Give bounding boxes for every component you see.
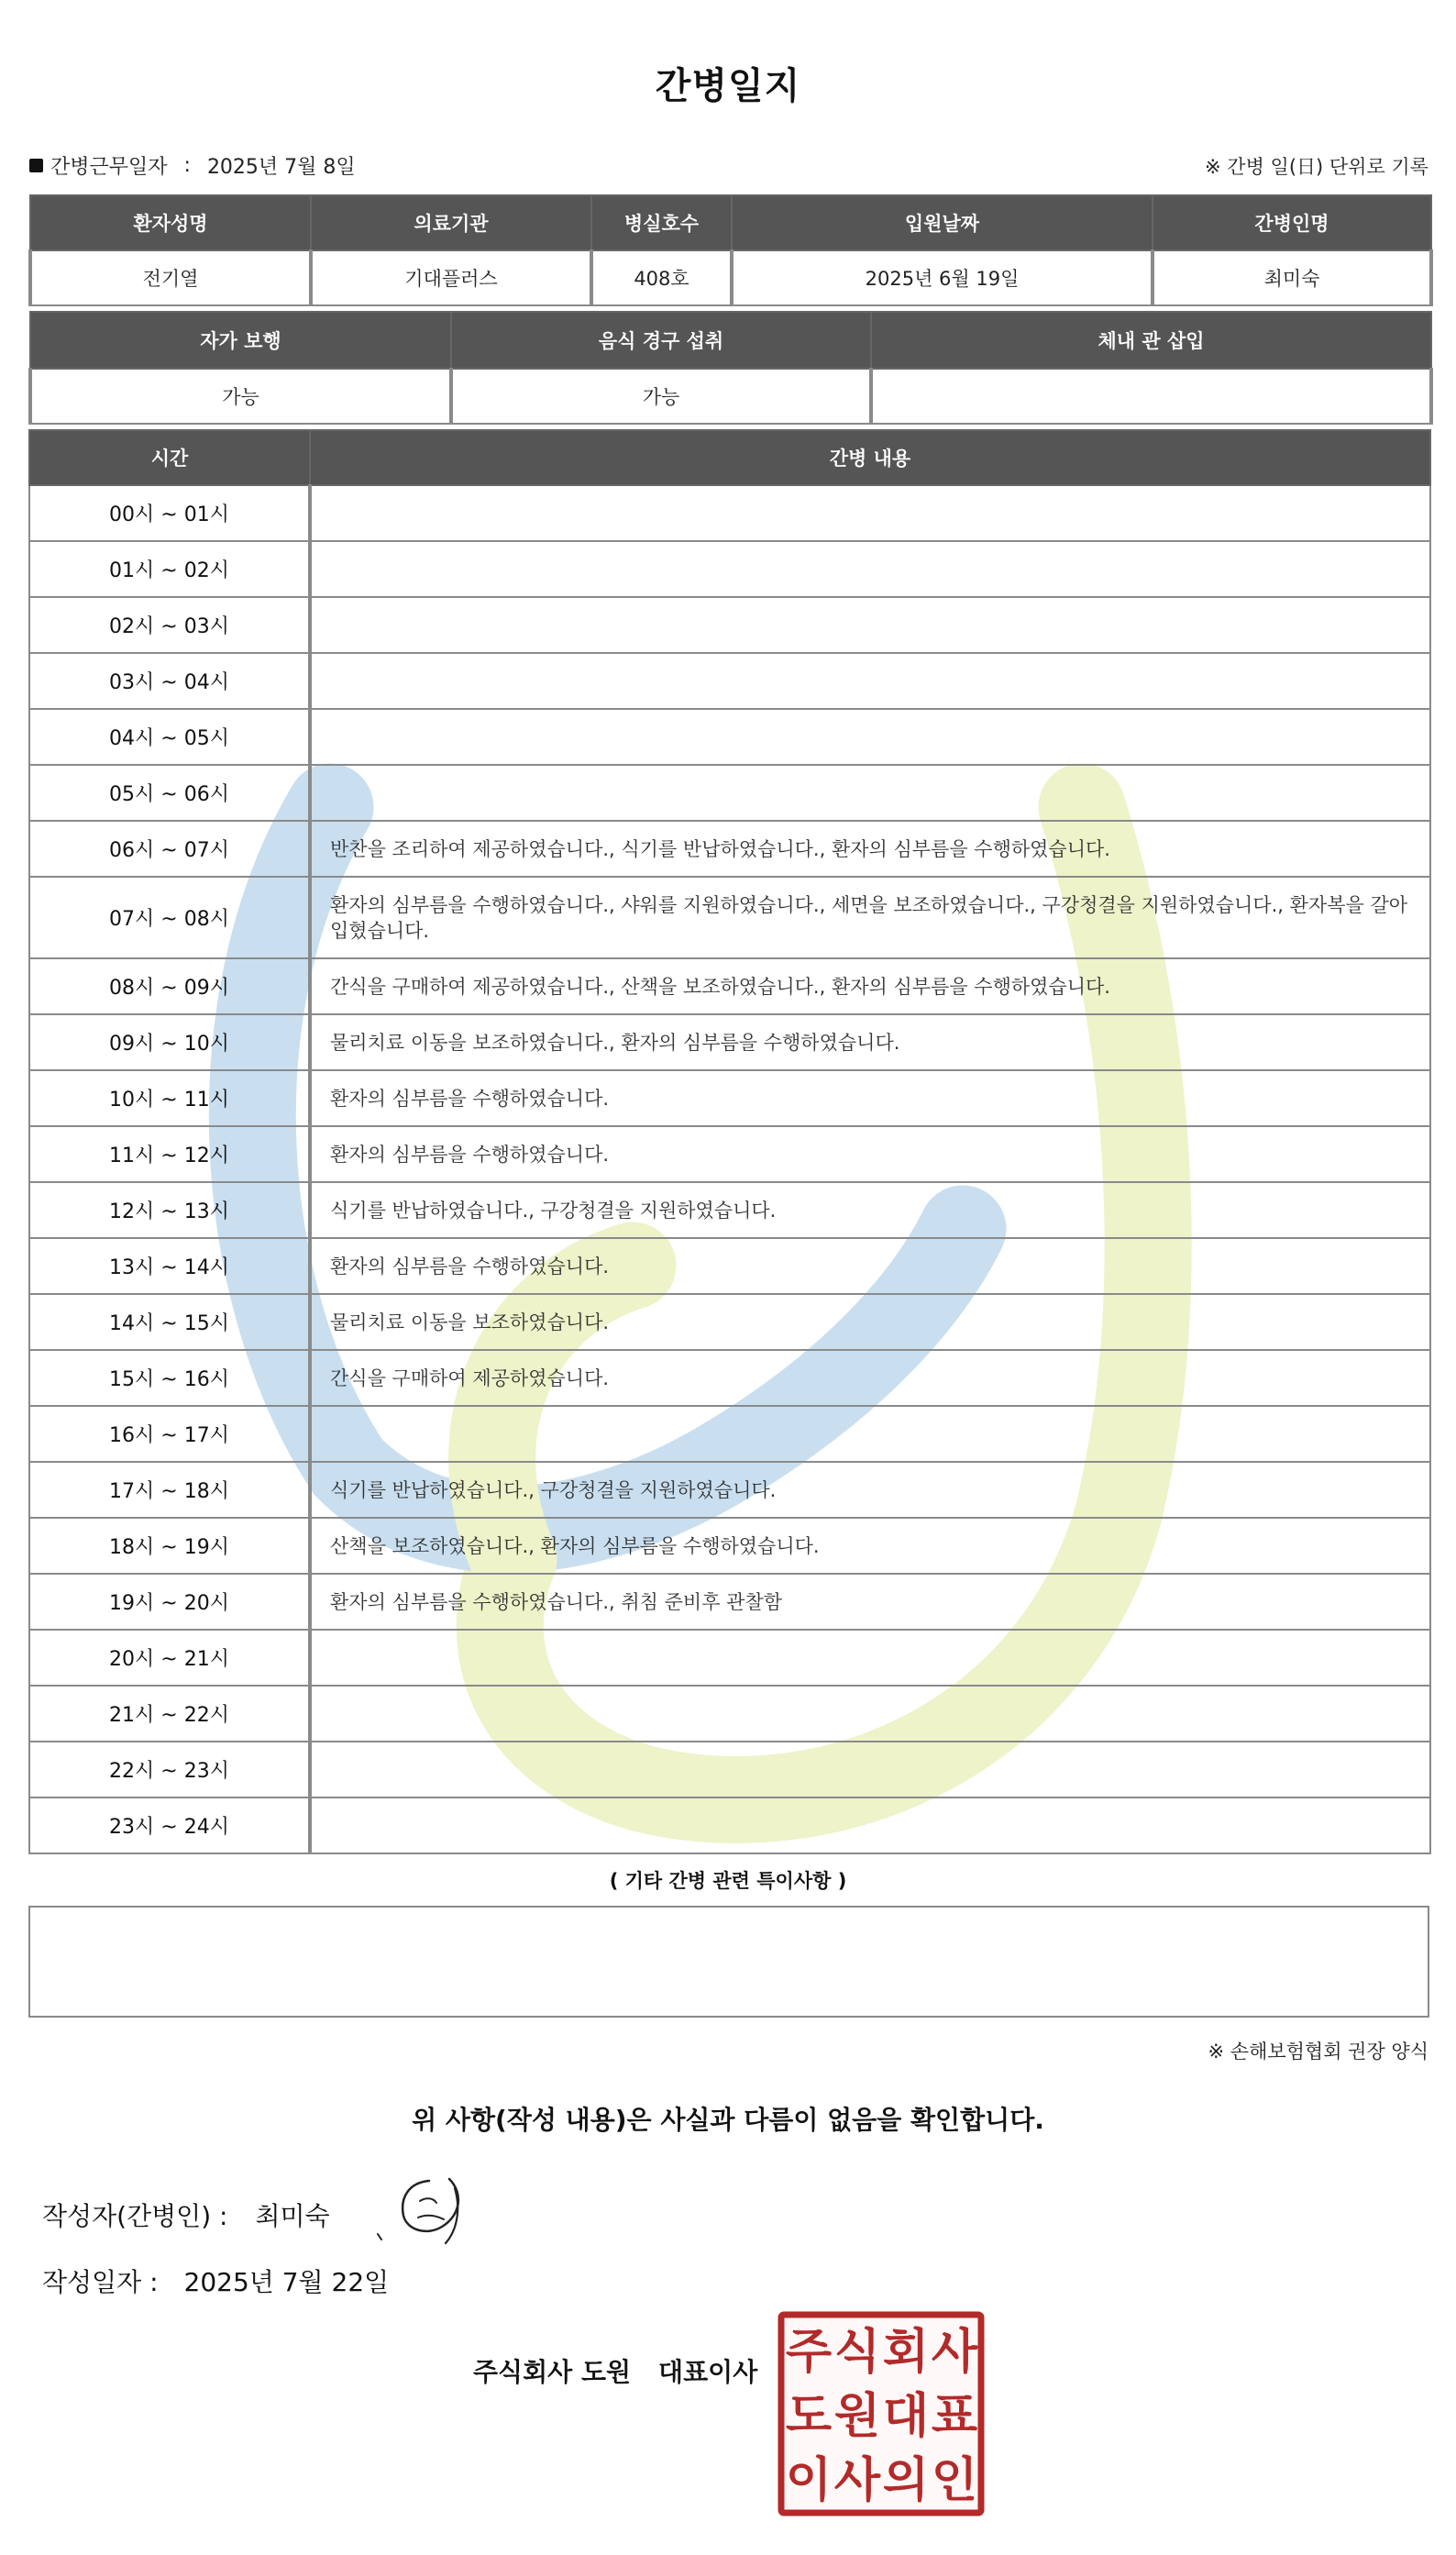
header-care-content: 간병 내용 (310, 430, 1430, 485)
time-cell: 01시 ~ 02시 (29, 541, 310, 597)
time-cell: 21시 ~ 22시 (29, 1686, 310, 1742)
header-patient-name: 환자성명 (30, 195, 311, 250)
table-row (29, 1686, 1430, 1742)
table-row (29, 1462, 1430, 1518)
content-cell: 환자의 심부름을 수행하였습니다. (310, 1238, 1430, 1294)
table-row (29, 1182, 1430, 1238)
caregiver-name: 최미숙 (1153, 250, 1431, 305)
time-cell: 20시 ~ 21시 (29, 1630, 310, 1686)
work-date-value: 2025년 7월 8일 (206, 156, 356, 179)
table-row (29, 1518, 1430, 1574)
header-tube-insertion: 체내 관 삽입 (871, 312, 1431, 369)
seal-glyph: 원 (833, 2389, 881, 2444)
table-row (29, 1574, 1430, 1630)
written-date-value: 2025년 7월 22일 (183, 2267, 390, 2297)
company-line (473, 2352, 757, 2389)
table-row (29, 709, 1430, 765)
tube-insertion-value (871, 369, 1431, 424)
table-row (29, 958, 1430, 1014)
table-row (29, 1126, 1430, 1182)
header-time: 시간 (29, 430, 310, 485)
company-name: 주식회사 도원 (473, 2357, 632, 2387)
self-walking-value: 가능 (30, 369, 451, 424)
time-cell: 19시 ~ 20시 (29, 1574, 310, 1630)
time-cell: 23시 ~ 24시 (29, 1797, 310, 1853)
seal-glyph: 사 (833, 2453, 881, 2508)
bullet-square-icon (29, 159, 43, 172)
content-cell (310, 1797, 1430, 1853)
time-cell: 15시 ~ 16시 (29, 1350, 310, 1406)
content-cell: 간식을 구매하여 제공하였습니다. (310, 1350, 1430, 1406)
time-cell: 06시 ~ 07시 (29, 821, 310, 877)
unit-note: ※ 간병 일(日) 단위로 기록 (1205, 156, 1428, 178)
table-row (29, 1742, 1430, 1797)
table-row (29, 485, 1430, 541)
time-cell: 13시 ~ 14시 (29, 1238, 310, 1294)
seal-glyph: 회 (882, 2325, 930, 2380)
content-cell: 식기를 반납하였습니다., 구강청결을 지원하였습니다. (310, 1462, 1430, 1518)
table-row (29, 1350, 1430, 1406)
table-row (29, 1014, 1430, 1070)
writer-name: 최미숙 (255, 2201, 330, 2231)
ability-table (28, 311, 1433, 425)
seal-glyph: 도 (785, 2389, 833, 2444)
header-self-walking: 자가 보행 (30, 312, 451, 369)
content-cell: 산책을 보조하였습니다., 환자의 심부름을 수행하였습니다. (310, 1518, 1430, 1574)
table-row (29, 765, 1430, 821)
time-cell: 22시 ~ 23시 (29, 1742, 310, 1797)
content-cell: 환자의 심부름을 수행하였습니다., 취침 준비후 관찰함 (310, 1574, 1430, 1630)
content-cell (310, 1630, 1430, 1686)
time-cell: 00시 ~ 01시 (29, 485, 310, 541)
seal-glyph: 의 (882, 2453, 930, 2508)
header-oral-intake: 음식 경구 섭취 (451, 312, 871, 369)
time-cell: 08시 ~ 09시 (29, 958, 310, 1014)
time-cell: 18시 ~ 19시 (29, 1518, 310, 1574)
patient-name: 전기열 (30, 250, 311, 305)
admission-date: 2025년 6월 19일 (732, 250, 1153, 305)
work-date-separator: : (183, 154, 191, 177)
care-log-table (28, 429, 1431, 1854)
header-admission-date: 입원날짜 (732, 195, 1153, 250)
writer-label: 작성자(간병인) : (42, 2201, 228, 2231)
time-cell: 04시 ~ 05시 (29, 709, 310, 765)
seal-glyph: 대 (882, 2389, 930, 2444)
header-hospital: 의료기관 (311, 195, 591, 250)
content-cell (310, 597, 1430, 653)
content-cell (310, 765, 1430, 821)
content-cell (310, 1406, 1430, 1462)
table-row (29, 597, 1430, 653)
time-cell: 03시 ~ 04시 (29, 653, 310, 709)
table-row (29, 1797, 1430, 1853)
time-cell: 17시 ~ 18시 (29, 1462, 310, 1518)
table-row (29, 1238, 1430, 1294)
work-date (29, 151, 356, 180)
table-row (29, 877, 1430, 958)
company-seal-stamp (778, 2311, 985, 2516)
content-cell: 물리치료 이동을 보조하였습니다., 환자의 심부름을 수행하였습니다. (310, 1014, 1430, 1070)
written-date-label: 작성일자 : (42, 2267, 159, 2297)
table-row (29, 1294, 1430, 1350)
seal-glyph: 이 (785, 2453, 833, 2508)
time-cell: 09시 ~ 10시 (29, 1014, 310, 1070)
content-cell: 환자의 심부름을 수행하였습니다., 샤워를 지원하였습니다., 세면을 보조하였습니다., 구강청결을 지원하였습니다., 환자복을 갈아입혔습니다. (310, 877, 1430, 958)
time-cell: 10시 ~ 11시 (29, 1070, 310, 1126)
written-date-line (42, 2262, 389, 2299)
confirmation-statement: 위 사항(작성 내용)은 사실과 다름이 없음을 확인합니다. (412, 2105, 1044, 2135)
content-cell (310, 653, 1430, 709)
seal-glyph: 주 (785, 2325, 833, 2380)
table-row (29, 541, 1430, 597)
hospital-name: 기대플러스 (311, 250, 591, 305)
table-row (29, 1630, 1430, 1686)
oral-intake-value: 가능 (451, 369, 871, 424)
seal-glyph: 사 (931, 2325, 978, 2380)
form-note: ※ 손해보험협회 권장 양식 (1208, 2041, 1428, 2063)
table-row (29, 1070, 1430, 1126)
content-cell (310, 709, 1430, 765)
content-cell: 환자의 심부름을 수행하였습니다. (310, 1070, 1430, 1126)
patient-info-table (28, 194, 1433, 306)
time-cell: 12시 ~ 13시 (29, 1182, 310, 1238)
content-cell (310, 1686, 1430, 1742)
signature-image (372, 2170, 491, 2252)
content-cell: 반찬을 조리하여 제공하였습니다., 식기를 반납하였습니다., 환자의 심부름을 수행하였습니다. (310, 821, 1430, 877)
time-cell: 07시 ~ 08시 (29, 877, 310, 958)
time-cell: 02시 ~ 03시 (29, 597, 310, 653)
table-row (29, 1406, 1430, 1462)
writer-line (42, 2196, 330, 2233)
time-cell: 05시 ~ 06시 (29, 765, 310, 821)
header-room: 병실호수 (591, 195, 732, 250)
seal-glyph: 식 (833, 2325, 881, 2380)
content-cell (310, 541, 1430, 597)
content-cell: 물리치료 이동을 보조하였습니다. (310, 1294, 1430, 1350)
time-cell: 14시 ~ 15시 (29, 1294, 310, 1350)
time-cell: 11시 ~ 12시 (29, 1126, 310, 1182)
remarks-title: ( 기타 간병 관련 특이사항 ) (609, 1870, 847, 1892)
table-row (29, 653, 1430, 709)
content-cell (310, 1742, 1430, 1797)
seal-glyph: 표 (931, 2389, 978, 2444)
table-row (29, 821, 1430, 877)
work-date-label: 간병근무일자 (50, 156, 168, 179)
company-title: 대표이사 (658, 2357, 758, 2387)
content-cell (310, 485, 1430, 541)
room-number: 408호 (591, 250, 732, 305)
seal-glyph: 인 (931, 2453, 978, 2508)
page-title: 간병일지 (655, 65, 801, 107)
time-cell: 16시 ~ 17시 (29, 1406, 310, 1462)
content-cell: 식기를 반납하였습니다., 구강청결을 지원하였습니다. (310, 1182, 1430, 1238)
header-caregiver: 간병인명 (1153, 195, 1431, 250)
remarks-box (28, 1906, 1429, 2018)
content-cell: 환자의 심부름을 수행하였습니다. (310, 1126, 1430, 1182)
content-cell: 간식을 구매하여 제공하였습니다., 산책을 보조하였습니다., 환자의 심부름을 수행하였습니다. (310, 958, 1430, 1014)
